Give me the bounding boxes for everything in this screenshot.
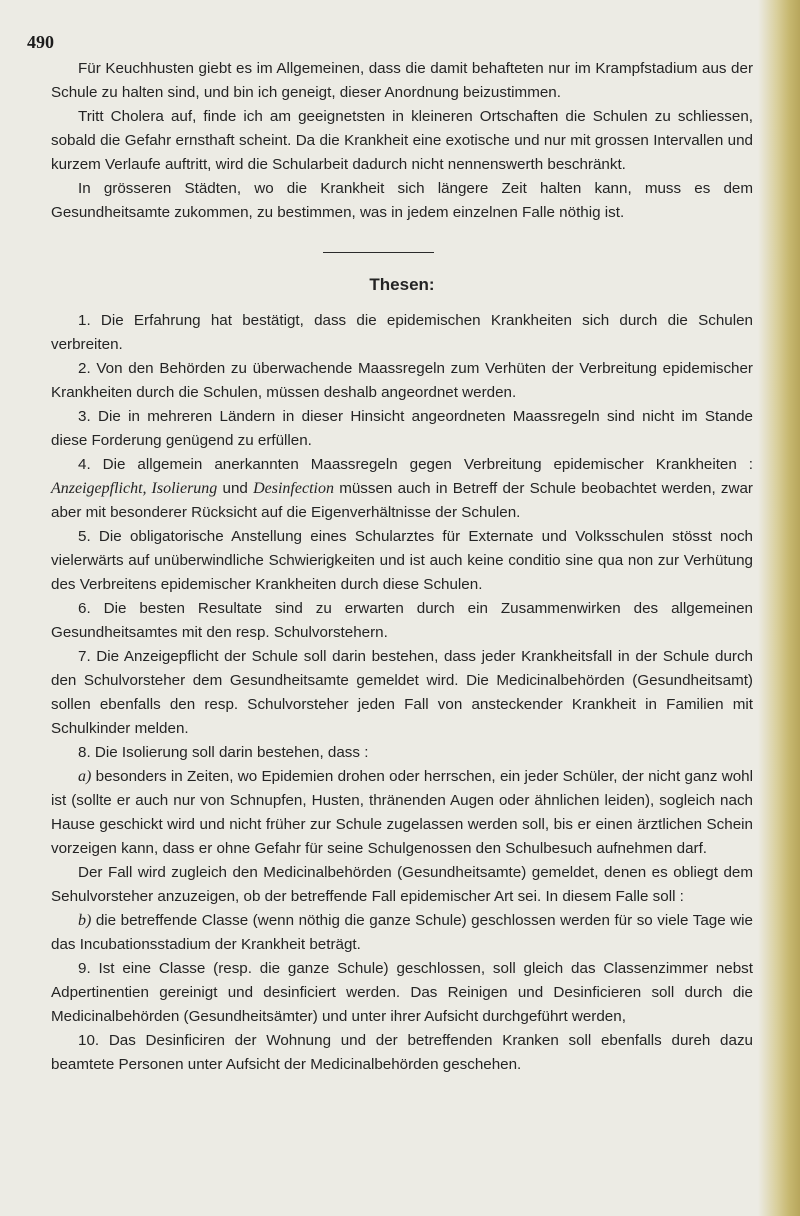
thesis-8b-text: die betreffende Classe (wenn nöthig die ganze Schule) geschlossen werden für so viele Tage wie das Incubationsstadium der Krankheit beträgt.	[51, 912, 753, 953]
paragraph-cholera: Tritt Cholera auf, finde ich am geeignetsten in kleineren Ortschaften die Schulen zu schliessen, sobald die Gefahr ernsthaft scheint. Da die Krankheit eine exotische und nur mit grossen Intervallen und kurzem Verlaufe auftritt, wird die Schularbeit dadurch nicht nennenswerth beschränkt.	[51, 108, 753, 173]
thesis-7: 7. Die Anzeigepflicht der Schule soll darin bestehen, dass jeder Krankheitsfall in der Schule durch den Schulvorsteher dem Gesundheitsamte gemeldet wird. Die Medicinalbehörden (Gesundheitsamt) sollen ebenfalls den resp. Schulvorsteher jeden Fall von ansteckender Krankheit in Familien mit Schulkinder melden.	[51, 648, 753, 737]
thesis-8b	[51, 909, 753, 957]
thesis-2: 2. Von den Behörden zu überwachende Maassregeln zum Verhüten der Verbreitung epidemischer Krankheiten durch die Schulen, müssen deshalb angeordnet werden.	[51, 360, 753, 401]
thesis-3: 3. Die in mehreren Ländern in dieser Hinsicht angeordneten Maassregeln sind nicht im Stande diese Forderung genügend zu erfüllen.	[51, 408, 753, 449]
paragraph-staedte: In grösseren Städten, wo die Krankheit sich längere Zeit halten kann, muss es dem Gesundheitsamte zukommen, zu bestimmen, was in jedem einzelnen Falle nöthig ist.	[51, 180, 753, 221]
thesis-4-intro: 4. Die allgemein anerkannten Maassregeln gegen Verbreitung epidemischer Krankheiten :	[78, 456, 753, 473]
paragraph-keuchhusten: Für Keuchhusten giebt es im Allgemeinen, dass die damit behafteten nur im Krampfstadium aus der Schule zu halten sind, und bin ich geneigt, dieser Anordnung beizustimmen.	[51, 60, 753, 101]
thesis-4-connector: und	[217, 480, 254, 497]
thesis-4	[51, 453, 753, 525]
thesis-6: 6. Die besten Resultate sind zu erwarten durch ein Zusammenwirken des allgemeinen Gesundheitsamtes mit den resp. Schulvorstehern.	[51, 600, 753, 641]
thesis-8-report: Der Fall wird zugleich den Medicinalbehörden (Gesundheitsamte) gemeldet, denen es obliegt dem Sehulvorsteher anzuzeigen, ob der betreffende Fall epidemischer Art sei. In diesem Falle soll :	[51, 864, 753, 905]
thesis-8b-label: b)	[78, 912, 92, 929]
thesis-10: 10. Das Desinficiren der Wohnung und der betreffenden Kranken soll ebenfalls dureh dazu beamtete Personen unter Aufsicht der Medicinalbehörden geschehen.	[51, 1032, 753, 1073]
section-divider	[323, 252, 434, 253]
section-heading: Thesen:	[369, 275, 435, 294]
thesis-4-emphasis-disinfection: Desinfection	[253, 480, 334, 497]
thesis-1: 1. Die Erfahrung hat bestätigt, dass die epidemischen Krankheiten sich durch die Schulen verbreiten.	[51, 312, 753, 353]
page-edge-shadow	[758, 0, 800, 1216]
page-number: 490	[27, 32, 54, 52]
page-body	[51, 57, 753, 1077]
thesis-8a-text: besonders in Zeiten, wo Epidemien drohen oder herrschen, ein jeder Schüler, der nicht ganz wohl ist (sollte er auch nur von Schnupfen, Husten, thränenden Augen oder ähnlichen leiden), sogleich nach Hause geschickt wird und nicht früher zur Schule zugelassen werden soll, bis er einen ärztlichen Schein vorzeigen kann, dass er ohne Gefahr für seine Schulgenossen den Schulbesuch aufnehmen darf.	[51, 768, 753, 857]
thesis-4-rest: müssen auch in Betreff der Schule beobachtet werden, zwar aber mit besonderer Rücksicht auf die Eigenverhältnisse der Schulen.	[51, 480, 753, 521]
thesis-8: 8. Die Isolierung soll darin bestehen, dass :	[78, 744, 369, 761]
thesis-8a	[51, 765, 753, 861]
thesis-9: 9. Ist eine Classe (resp. die ganze Schule) geschlossen, soll gleich das Classenzimmer nebst Adpertinentien gereinigt und desinficiert werden. Das Reinigen und Desinficieren soll durch die Medicinalbehörden (Gesundheitsämter) und unter ihrer Aufsicht durchgeführt werden,	[51, 960, 753, 1025]
thesis-5: 5. Die obligatorische Anstellung eines Schularztes für Externate und Volksschulen stösst noch vielerwärts auf unüberwindliche Schwierigkeiten und ist auch keine conditio sine qua non zur Verhütung des Verbreitens epidemischer Krankheiten durch diese Schulen.	[51, 528, 753, 593]
thesis-4-emphasis-isolation: Anzeigepflicht, Isolierung	[51, 480, 218, 497]
thesis-8a-label: a)	[78, 768, 92, 785]
